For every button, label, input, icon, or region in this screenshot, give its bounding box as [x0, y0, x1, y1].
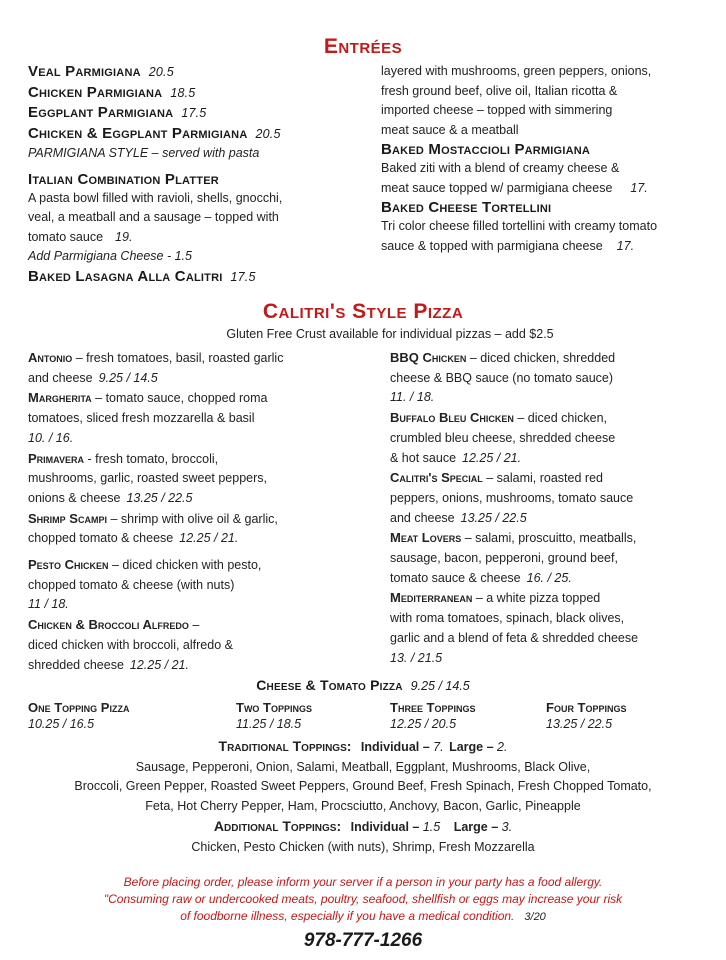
- pizza-desc: shredded cheese: [28, 657, 124, 672]
- pizza-price: 13.25 / 22.5: [126, 490, 193, 505]
- menu-item-eggplant: [28, 103, 373, 124]
- pizza-margherita: [28, 388, 373, 448]
- pizza-desc: – diced chicken, shredded: [469, 351, 616, 365]
- pizza-antonio: [28, 348, 373, 388]
- pizza-name: Pesto Chicken: [28, 557, 109, 573]
- menu-item-veal: [28, 62, 373, 83]
- pizza-desc: chopped tomato & cheese: [28, 531, 174, 546]
- pizza-price: 11. / 18.: [390, 390, 435, 405]
- pizza-chicken-broccoli-alfredo: [28, 615, 373, 675]
- gluten-free-note: Gluten Free Crust available for individual pizzas – add $2.5: [226, 327, 554, 341]
- pizza-name: Chicken & Broccoli Alfredo: [28, 617, 189, 633]
- pizza-buffalo-bleu-chicken: [390, 408, 720, 468]
- italian-combo-desc-3: [28, 228, 373, 248]
- item-price: 18.5: [170, 85, 196, 100]
- pizza-desc: cheese & BBQ sauce (no tomato sauce): [390, 370, 614, 385]
- entrees-left-column: [28, 62, 373, 287]
- mostaccioli-desc-2: [381, 179, 721, 199]
- menu-item-tortellini-name: Baked Cheese Tortellini: [381, 199, 552, 216]
- pizza-desc: – shrimp with olive oil & garlic,: [110, 511, 278, 526]
- topping-count-price: 11.25 / 18.5: [236, 717, 302, 731]
- pizza-price: 13.25 / 22.5: [460, 510, 527, 525]
- item-name: Chicken & Eggplant Parmigiana: [28, 124, 248, 142]
- pizza-desc: garlic and a blend of feta & shredded cheese: [390, 630, 639, 645]
- item-price: 17.5: [230, 269, 256, 284]
- pizza-desc: & hot sauce: [390, 450, 457, 465]
- pizza-bbq-chicken: [390, 348, 720, 408]
- topping-count-one: [28, 699, 198, 733]
- lasagna-desc-1: layered with mushrooms, green peppers, onions,: [381, 64, 652, 78]
- menu-item-lasagna: [28, 267, 373, 288]
- pizza-price: 10. / 16.: [28, 430, 74, 445]
- pizza-desc: tomatoes, sliced fresh mozzarella & basil: [28, 411, 255, 426]
- pizza-desc: sausage, bacon, pepperoni, ground beef,: [390, 551, 618, 566]
- pizza-price: 9.25 / 14.5: [410, 679, 470, 693]
- item-name: Eggplant Parmigiana: [28, 104, 174, 122]
- additional-toppings-header: [0, 817, 726, 838]
- desc-text: sauce & topped with parmigiana cheese: [381, 238, 603, 253]
- pizza-name: BBQ Chicken: [390, 350, 467, 365]
- pizza-desc: diced chicken with broccoli, alfredo &: [28, 637, 233, 652]
- pizza-price: 12.25 / 21.: [462, 450, 522, 465]
- individual-label: Individual –: [350, 820, 420, 834]
- menu-item-mostaccioli-name: Baked Mostaccioli Parmigiana: [381, 141, 591, 158]
- large-label: Large –: [449, 740, 494, 754]
- pizza-name: Cheese & Tomato Pizza: [256, 677, 403, 693]
- pizza-meat-lovers: [390, 528, 720, 588]
- individual-price: 7.: [433, 740, 444, 754]
- pizza-name: Antonio: [28, 350, 73, 365]
- pizza-desc: peppers, onions, mushrooms, tomato sauce: [390, 490, 634, 505]
- topping-count-price: 12.25 / 20.5: [390, 717, 457, 731]
- italian-combo-desc-2: veal, a meatball and a sausage – topped with: [28, 210, 279, 225]
- italian-combo-price: 19.: [115, 229, 133, 244]
- item-name: Chicken Parmigiana: [28, 83, 163, 101]
- menu-item-chicken-eggplant: [28, 124, 373, 145]
- lasagna-desc-4: meat sauce & a meatball: [381, 122, 519, 137]
- lasagna-desc-2: fresh ground beef, olive oil, Italian ricotta &: [381, 83, 618, 98]
- toppings-list-line: Feta, Hot Cherry Pepper, Ham, Procsciutto, Anchovy, Bacon, Garlic, Pineapple: [145, 798, 581, 813]
- pizza-desc: onions & cheese: [28, 490, 121, 505]
- topping-count-name: One Topping Pizza: [28, 700, 130, 715]
- menu-item-italian-combo-name: Italian Combination Platter: [28, 170, 219, 188]
- pizza-price: 13. / 21.5: [390, 650, 443, 665]
- pizza-shrimp-scampi: [28, 509, 373, 549]
- pizza-desc: – diced chicken with pesto,: [112, 558, 262, 573]
- pizza-name: Buffalo Bleu Chicken: [390, 410, 514, 426]
- pizza-mediterranean: [390, 588, 720, 668]
- pizza-desc: and cheese: [390, 510, 455, 525]
- pizza-desc: chopped tomato & cheese (with nuts): [28, 577, 235, 592]
- menu-item-chicken-parm: [28, 83, 373, 104]
- item-price: 20.5: [148, 65, 174, 79]
- pizza-desc: with roma tomatoes, spinach, black olives,: [390, 611, 625, 626]
- entrees-right-column: [381, 62, 721, 256]
- tortellini-price: 17.: [616, 238, 635, 253]
- individual-label: Individual –: [360, 740, 430, 754]
- toppings-list-line: Broccoli, Green Pepper, Roasted Sweet Peppers, Ground Beef, Fresh Spinach, Fresh Chopped Tomato,: [74, 779, 652, 793]
- item-name: Baked Lasagna Alla Calitri: [28, 267, 223, 285]
- large-price: 2.: [497, 740, 508, 754]
- pizza-desc: – diced chicken,: [517, 411, 608, 426]
- item-name: Veal Parmigiana: [28, 63, 141, 80]
- pizza-name: Shrimp Scampi: [28, 510, 107, 526]
- mostaccioli-desc-1: Baked ziti with a blend of creamy cheese &: [381, 161, 620, 175]
- phone-number: 978-777-1266: [303, 930, 423, 951]
- tortellini-desc-1: Tri color cheese filled tortellini with creamy tomato: [381, 219, 658, 233]
- pizza-primavera: [28, 449, 373, 509]
- topping-count-four: [546, 699, 716, 733]
- pizza-price: 12.25 / 21.: [179, 531, 239, 546]
- topping-count-two: [236, 699, 386, 733]
- item-price: 20.5: [255, 126, 281, 141]
- consuming-warning-line-1: "Consuming raw or undercooked meats, poultry, seafood, shellfish or eggs may increase your risk: [103, 892, 623, 906]
- large-label: Large –: [453, 820, 499, 834]
- topping-count-name: Four Toppings: [546, 700, 627, 715]
- pizza-desc: and cheese: [28, 370, 93, 385]
- consuming-warning-line-2: of foodborne illness, especially if you have a medical condition.: [180, 909, 515, 923]
- topping-count-name: Three Toppings: [390, 700, 476, 715]
- pizza-desc: – tomato sauce, chopped roma: [95, 391, 268, 406]
- pizza-price: 9.25 / 14.5: [98, 370, 158, 385]
- pizza-pesto-chicken: [28, 555, 373, 615]
- add-cheese-note: Add Parmigiana Cheese - 1.5: [28, 249, 192, 264]
- toppings-list-line: Sausage, Pepperoni, Onion, Salami, Meatball, Eggplant, Mushrooms, Black Olive,: [135, 759, 591, 774]
- allergy-warning: [0, 874, 726, 926]
- pizza-right-column: [390, 348, 720, 668]
- pizza-price: 12.25 / 21.: [129, 657, 189, 672]
- large-price: 3.: [501, 820, 513, 834]
- toppings-label: Traditional Toppings:: [218, 738, 352, 754]
- pizza-desc: – salami, roasted red: [486, 471, 603, 486]
- pizza-price: 16. / 25.: [526, 570, 572, 585]
- pizza-desc: – salami, proscuitto, meatballs,: [464, 531, 637, 546]
- pizza-desc: –: [192, 618, 200, 633]
- pizza-desc: crumbled bleu cheese, shredded cheese: [390, 430, 616, 445]
- parmigiana-style-note: PARMIGIANA STYLE – served with pasta: [28, 146, 260, 161]
- pizza-desc: – fresh tomatoes, basil, roasted garlic: [75, 351, 284, 365]
- topping-count-price: 13.25 / 22.5: [546, 717, 613, 731]
- topping-count-price: 10.25 / 16.5: [28, 717, 95, 731]
- traditional-toppings-header: [0, 737, 726, 758]
- desc-text: tomato sauce: [28, 229, 104, 244]
- additional-toppings: [0, 817, 726, 857]
- topping-count-name: Two Toppings: [236, 700, 312, 715]
- toppings-label: Additional Toppings:: [213, 818, 342, 834]
- mostaccioli-price: 17.: [630, 180, 648, 195]
- tortellini-desc-2: [381, 237, 721, 257]
- pizza-desc: – a white pizza topped: [475, 591, 601, 606]
- lasagna-desc-3: imported cheese – topped with simmering: [381, 103, 613, 117]
- pizza-name: Meat Lovers: [390, 530, 462, 546]
- toppings-list-line: Chicken, Pesto Chicken (with nuts), Shrimp, Fresh Mozzarella: [191, 839, 535, 854]
- traditional-toppings: [0, 737, 726, 816]
- desc-text: meat sauce topped w/ parmigiana cheese: [381, 180, 613, 195]
- item-price: 17.5: [181, 106, 207, 121]
- pizza-name: Mediterranean: [390, 590, 473, 606]
- pizza-price: 11 / 18.: [28, 597, 69, 612]
- pizza-name: Margherita: [28, 390, 92, 406]
- pizza-calitris-special: [390, 468, 720, 528]
- pizza-name: Primavera: [28, 450, 85, 466]
- pizza-desc: mushrooms, garlic, roasted sweet peppers,: [28, 471, 267, 486]
- cheese-tomato-pizza: [0, 677, 726, 695]
- topping-count-three: [390, 699, 540, 733]
- individual-price: 1.5: [422, 820, 441, 834]
- italian-combo-desc-1: A pasta bowl filled with ravioli, shells, gnocchi,: [28, 190, 283, 205]
- pizza-name: Calitri's Special: [390, 470, 483, 486]
- pizza-desc: tomato sauce & cheese: [390, 570, 521, 585]
- date-code: 3/20: [524, 911, 546, 923]
- allergy-text: Before placing order, please inform your server if a person in your party has a food allergy.: [123, 875, 603, 889]
- entrees-title: Entrées: [323, 35, 403, 58]
- pizza-left-column: [28, 348, 373, 675]
- pizza-title: Calitri's Style Pizza: [262, 300, 464, 323]
- pizza-desc: - fresh tomato, broccoli,: [87, 451, 219, 466]
